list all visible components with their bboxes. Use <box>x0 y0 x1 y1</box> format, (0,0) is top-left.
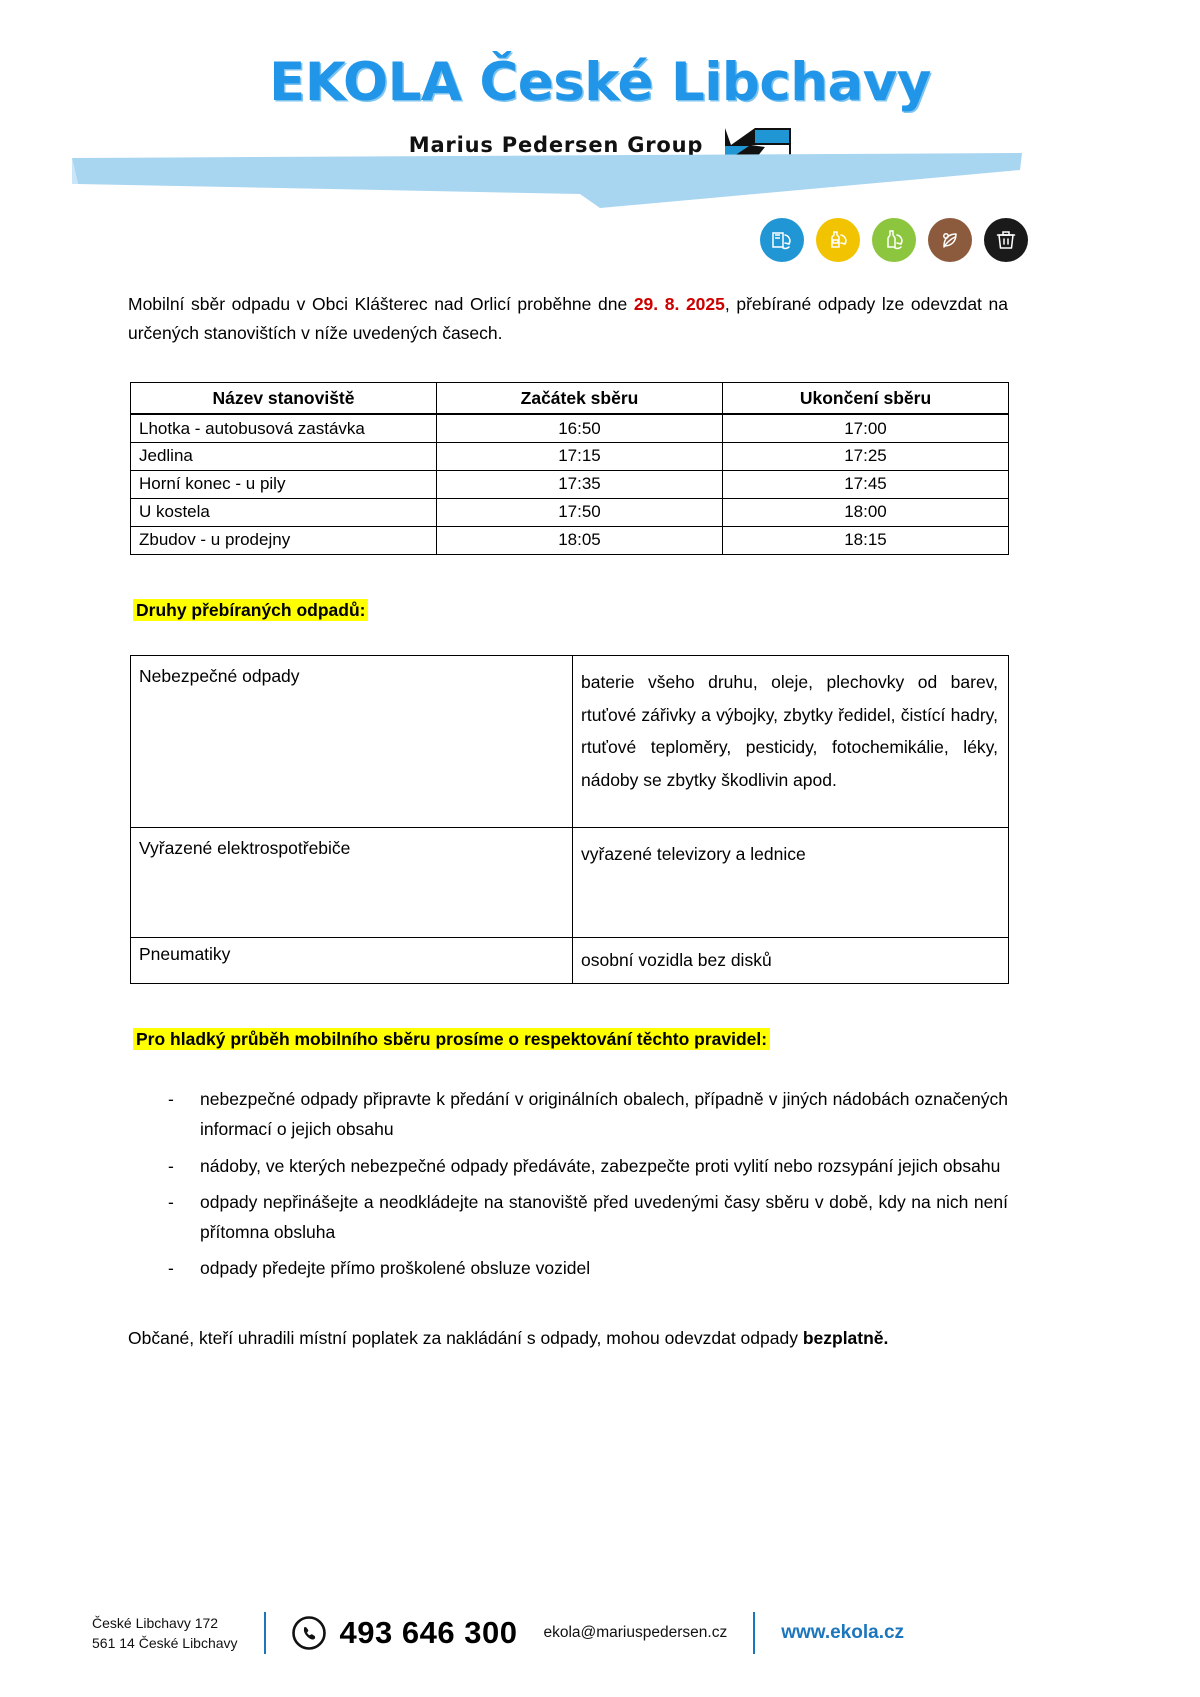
start-time: 16:50 <box>437 414 723 442</box>
table-header-row <box>131 382 1009 414</box>
page-title: EKOLA České Libchavy <box>269 52 931 113</box>
rules-heading: Pro hladký průběh mobilního sběru prosíme o respektování těchto pravidel: <box>133 1028 770 1050</box>
waste-description: vyřazené televizory a lednice <box>573 828 1009 938</box>
column-header-end-time: Ukončení sběru <box>723 382 1009 414</box>
address-line-2: 561 14 České Libchavy <box>92 1635 238 1651</box>
closing-paragraph <box>128 1323 1008 1353</box>
waste-description: osobní vozidla bez disků <box>573 938 1009 983</box>
end-time: 17:00 <box>723 414 1009 442</box>
closing-text: Občané, kteří uhradili místní poplatek za nakládání s odpady, mohou odevzdat odpady <box>128 1327 803 1348</box>
table-row <box>131 498 1009 526</box>
column-header-stop-name: Název stanoviště <box>131 382 437 414</box>
waste-description: baterie všeho druhu, oleje, plechovky od barev, rtuťové zářivky a výbojky, zbytky ředidel, čistící hadry, rtuťové teploměry, pesticidy, fotochemikálie, léky, nádoby se zbytky škodlivin apod. <box>573 656 1009 828</box>
footer-divider-2 <box>753 1612 755 1654</box>
paper-recycling-icon <box>760 218 804 262</box>
table-row <box>131 470 1009 498</box>
list-item: - odpady nepřinášejte a neodkládejte na stanoviště před uvedenými časy sběru v době, kdy na nich není přítomna obsluha <box>128 1187 1008 1247</box>
rules-heading-wrap <box>128 1024 1008 1055</box>
rules-list <box>128 1084 1008 1283</box>
collection-schedule-table <box>130 382 1009 555</box>
list-item: - odpady předejte přímo proškolené obsluze vozidel <box>128 1253 1008 1283</box>
document-body <box>128 290 1008 1353</box>
waste-types-heading-wrap <box>128 595 1008 626</box>
start-time: 17:35 <box>437 470 723 498</box>
table-row <box>131 414 1009 442</box>
footer-phone-group[interactable] <box>292 1615 518 1651</box>
page-header <box>0 0 1200 205</box>
waste-types-table <box>130 655 1009 983</box>
footer-phone-number[interactable]: 493 646 300 <box>339 1615 518 1650</box>
table-row <box>131 828 1009 938</box>
group-name-label: Marius Pedersen Group <box>408 133 704 157</box>
closing-emphasis: bezplatně. <box>802 1327 889 1348</box>
waste-category: Nebezpečné odpady <box>131 656 573 828</box>
waste-category: Pneumatiky <box>131 938 573 983</box>
list-item: - nebezpečné odpady připravte k předání v originálních obalech, případně v jiných nádobách označených informací o jejich obsahu <box>128 1084 1008 1144</box>
stop-name: Horní konec - u pily <box>131 470 437 498</box>
page-footer <box>0 1603 1200 1663</box>
intro-paragraph <box>128 290 1008 348</box>
waste-types-heading: Druhy přebíraných odpadů: <box>133 599 368 621</box>
stop-name: Lhotka - autobusová zastávka <box>131 414 437 442</box>
plastic-recycling-icon <box>816 218 860 262</box>
end-time: 17:45 <box>723 470 1009 498</box>
footer-divider-1 <box>264 1612 266 1654</box>
stop-name: U kostela <box>131 498 437 526</box>
column-header-start-time: Začátek sběru <box>437 382 723 414</box>
mixed-waste-icon <box>984 218 1028 262</box>
start-time: 18:05 <box>437 526 723 554</box>
end-time: 17:25 <box>723 442 1009 470</box>
glass-recycling-icon <box>872 218 916 262</box>
stop-name: Jedlina <box>131 442 437 470</box>
table-row <box>131 442 1009 470</box>
bio-waste-icon <box>928 218 972 262</box>
table-row <box>131 526 1009 554</box>
table-row <box>131 656 1009 828</box>
stop-name: Zbudov - u prodejny <box>131 526 437 554</box>
list-item: - nádoby, ve kterých nebezpečné odpady předáváte, zabezpečte proti vylití nebo rozsypání jejich obsahu <box>128 1151 1008 1181</box>
collection-date: 29. 8. 2025 <box>633 294 725 314</box>
footer-website[interactable]: www.ekola.cz <box>781 1622 905 1643</box>
footer-address <box>92 1613 238 1654</box>
waste-category: Vyřazené elektrospotřebiče <box>131 828 573 938</box>
waste-category-icons <box>760 218 1028 262</box>
phone-icon <box>292 1616 326 1650</box>
start-time: 17:15 <box>437 442 723 470</box>
end-time: 18:00 <box>723 498 1009 526</box>
end-time: 18:15 <box>723 526 1009 554</box>
header-swoosh-decoration <box>0 150 1200 208</box>
intro-text-before-date: Mobilní sběr odpadu v Obci Klášterec nad Orlicí proběhne dne <box>128 294 634 314</box>
footer-email[interactable]: ekola@mariuspedersen.cz <box>543 1624 728 1641</box>
start-time: 17:50 <box>437 498 723 526</box>
address-line-1: České Libchavy 172 <box>92 1614 219 1631</box>
intro-text-after-date: , přebírané odpady lze odevzdat na určených stanovištích v níže uvedených časech. <box>128 294 1008 343</box>
table-row <box>131 938 1009 983</box>
